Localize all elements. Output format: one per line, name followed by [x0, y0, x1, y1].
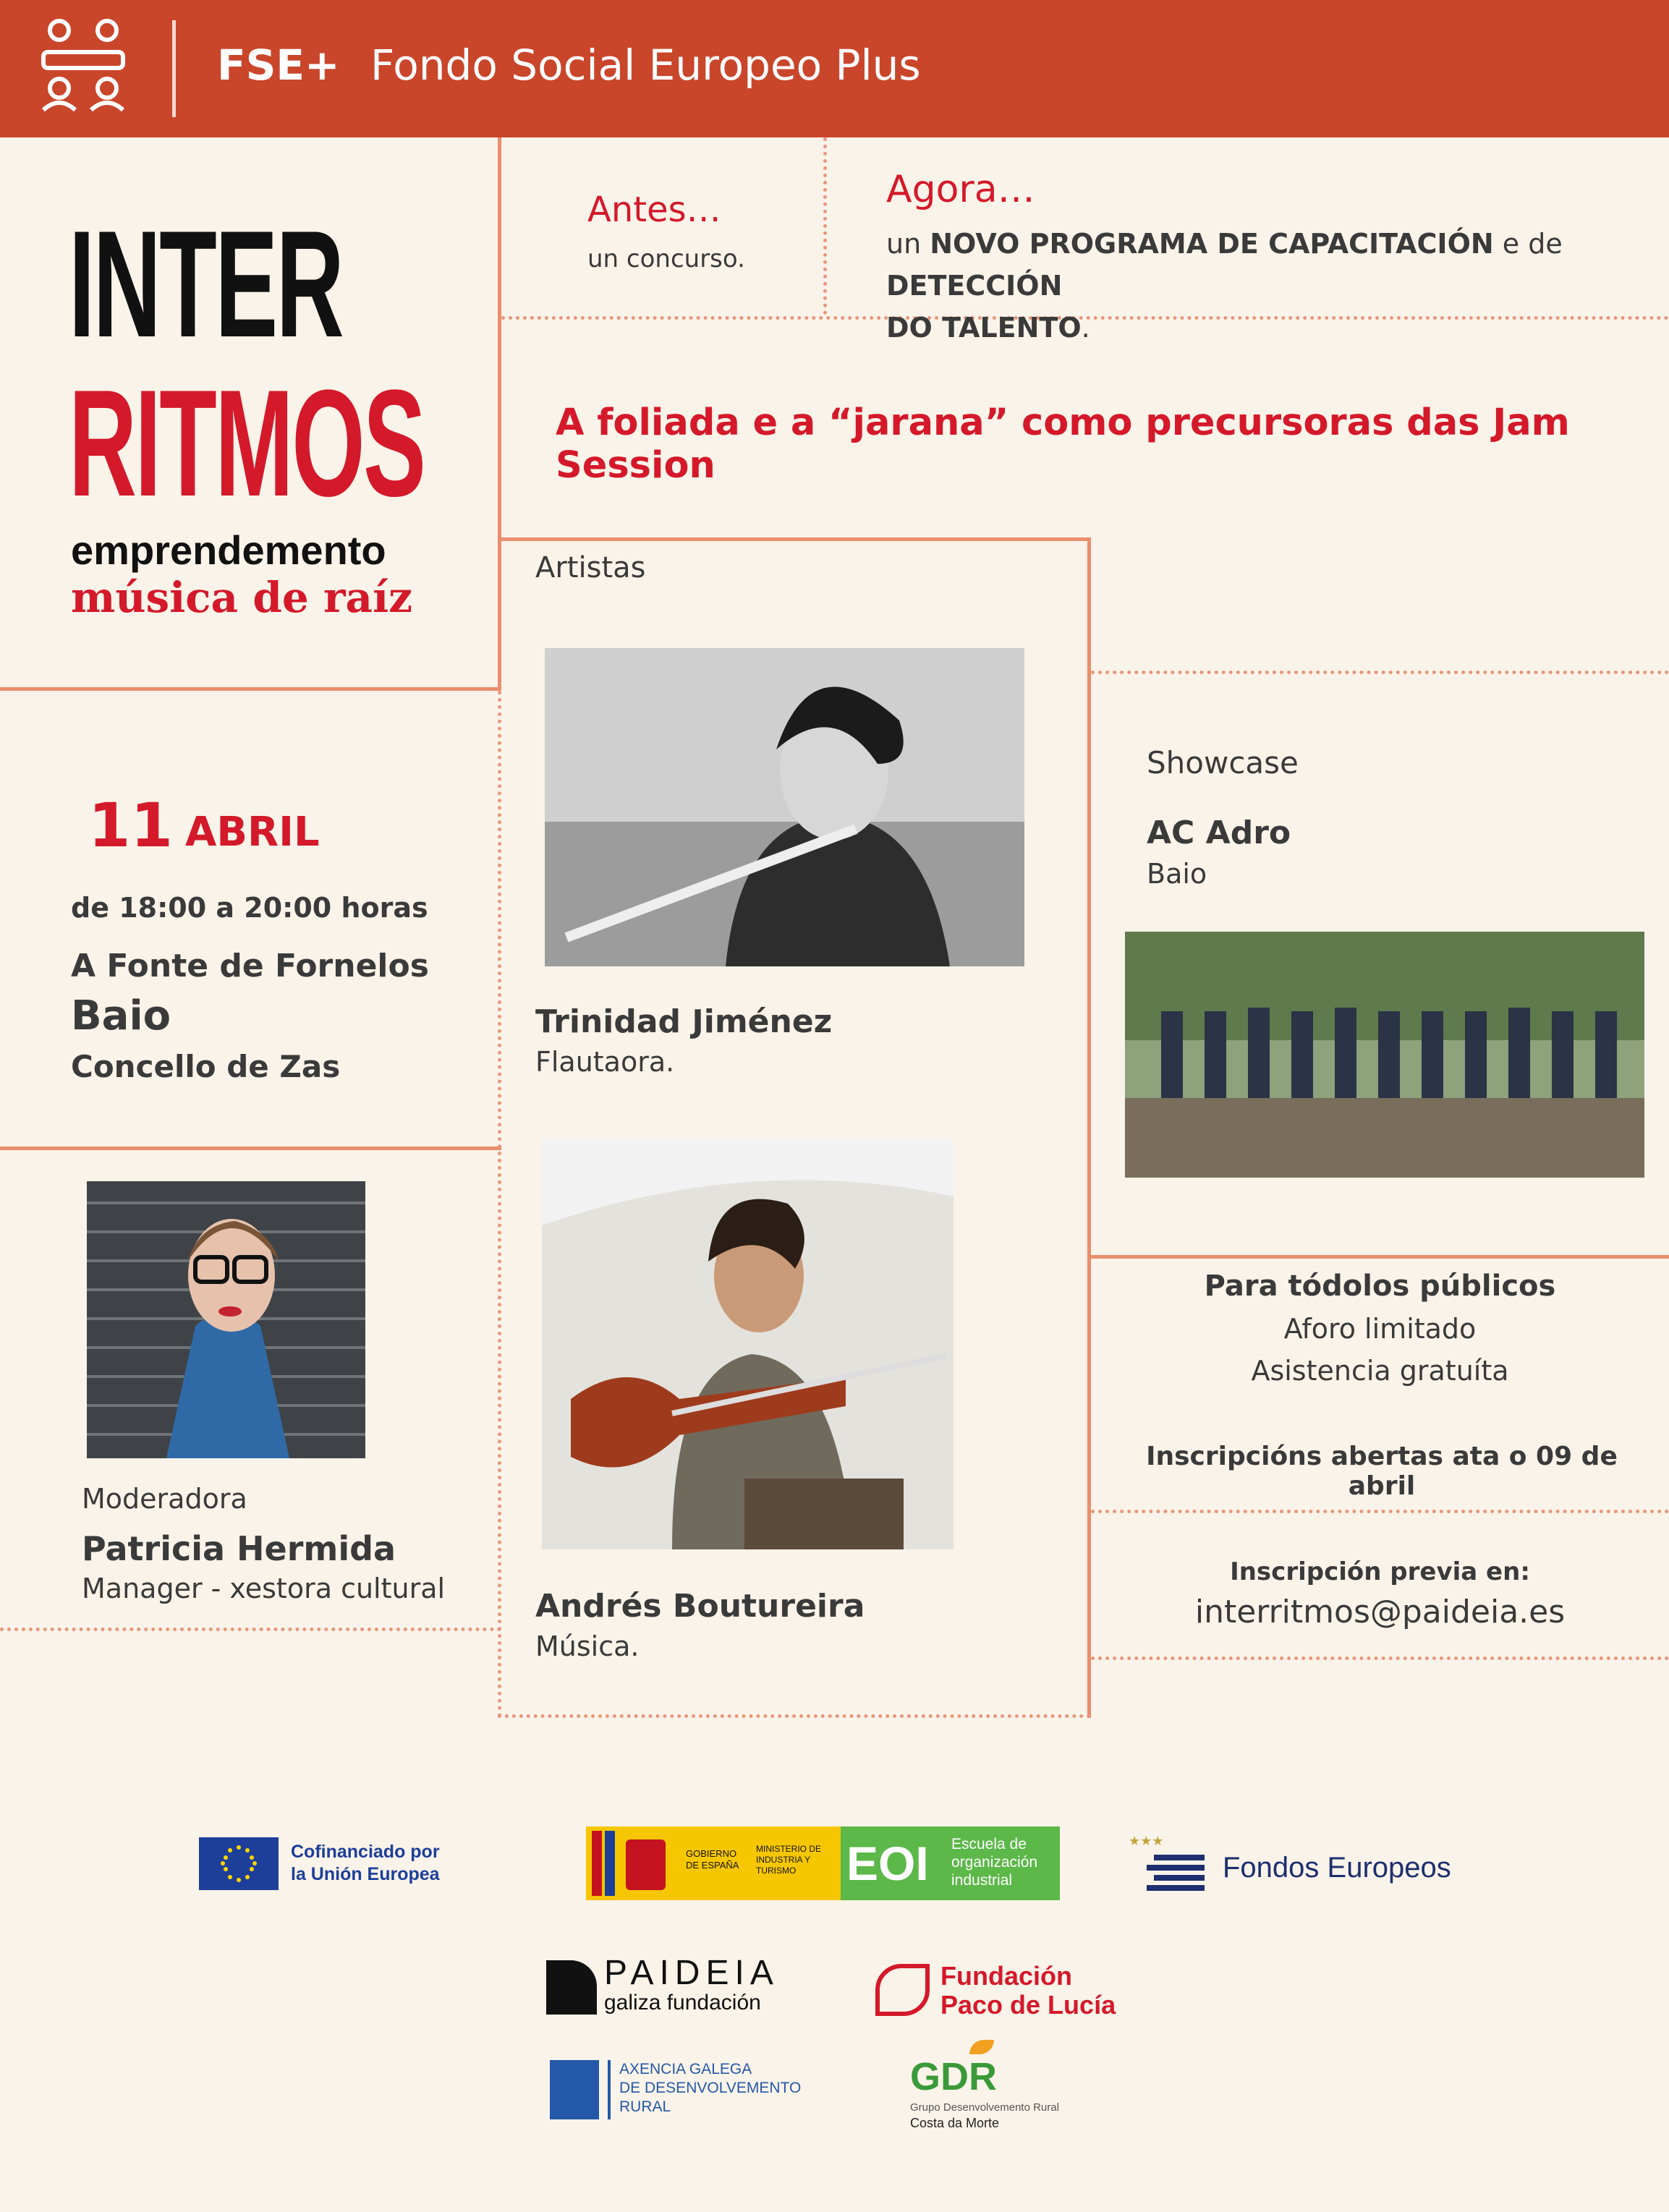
paco-text: Fundación Paco de Lucía [940, 1961, 1116, 2020]
showcase-label: Showcase [1147, 745, 1299, 780]
divider [1087, 537, 1091, 1718]
divider [498, 691, 501, 1718]
event-month: ABRIL [185, 809, 320, 856]
info-audience: Para tódolos públicos [1204, 1269, 1556, 1303]
divider [823, 137, 827, 315]
paco-icon [875, 1964, 930, 2016]
info-capacity: Aforo limitado [1283, 1313, 1477, 1345]
paideia-name: PAIDEIA [604, 1954, 779, 1992]
artist-role-2: Música. [535, 1630, 640, 1662]
divider [1091, 1510, 1669, 1513]
event-council: Concello de Zas [71, 1049, 341, 1084]
gobierno-logo: GOBIERNO DE ESPAÑA MINISTERIO DE INDUSTRIA Y TURISMO EOI Escuela de organización industrial [586, 1826, 1060, 1900]
moderator-role: Moderadora [82, 1483, 247, 1515]
event-venue: A Fonte de Fornelos [71, 948, 429, 984]
eu-text-logo: Cofinanciado por la Unión Europea [291, 1842, 440, 1884]
artist-name-2: Andrés Boutureira [535, 1588, 865, 1625]
artist-photo-andres [542, 1139, 954, 1549]
gdr-area: Costa da Morte [910, 2116, 1000, 2130]
now-title: Agora… [886, 168, 1035, 211]
event-time: de 18:00 a 20:00 horas [71, 892, 428, 924]
agader-divider [608, 2060, 611, 2119]
subtitle: A foliada e a “jarana” como precursoras das Jam Session [556, 401, 1570, 487]
header-separator [172, 20, 176, 117]
divider [1091, 1255, 1669, 1259]
brand-inter: INTER [69, 199, 343, 369]
moderator-photo [87, 1181, 365, 1458]
brand-musica: música de raíz [71, 573, 413, 622]
artists-label: Artistas [535, 551, 646, 584]
before-title: Antes… [587, 190, 721, 230]
artist-name-1: Trinidad Jiménez [535, 1003, 833, 1040]
info-prior: Inscripción previa en: [1230, 1557, 1530, 1586]
header-title: Fondo Social Europeo Plus [370, 41, 921, 90]
divider [0, 1147, 501, 1150]
paideia-sub: galiza fundación [604, 1991, 761, 2015]
brand-emprendemento: emprendemento [71, 527, 386, 573]
agader-text: AXENCIA GALEGA DE DESENVOLVEMENTO RURAL [619, 2061, 802, 2115]
event-day: 11 [88, 790, 173, 861]
divider [1091, 671, 1669, 674]
gdr-logo: GDR [910, 2055, 997, 2098]
paideia-icon [546, 1960, 597, 2015]
showcase-photo [1125, 932, 1644, 1178]
divider [498, 537, 1091, 541]
divider [498, 137, 501, 691]
divider [1091, 1656, 1669, 1660]
artist-role-1: Flautaora. [535, 1046, 675, 1078]
moderator-desc: Manager - xestora cultural [82, 1573, 446, 1604]
brand-ritmos: RITMOS [69, 358, 425, 528]
fondos-text: Fondos Europeos [1223, 1852, 1451, 1884]
artist-photo-trinidad [545, 648, 1024, 966]
moderator-name: Patricia Hermida [82, 1529, 396, 1568]
gdr-sub: Grupo Desenvolvemento Rural [910, 2101, 1059, 2114]
showcase-name: AC Adro [1147, 814, 1291, 851]
divider [0, 1628, 501, 1631]
showcase-place: Baio [1147, 858, 1207, 890]
divider [498, 1714, 1091, 1718]
now-text: un NOVO PROGRAMA DE CAPACITACIÓN e de DETECCIÓN DO TALENTO. [886, 228, 1563, 344]
people-group-icon [29, 16, 137, 121]
xunta-icon [550, 2060, 599, 2119]
eu-flag-logo [199, 1837, 279, 1890]
info-entry: Asistencia gratuíta [1251, 1355, 1509, 1387]
header-program: FSE+ [217, 41, 340, 90]
before-text: un concurso. [587, 244, 745, 273]
fondos-europeos-logo [1147, 1849, 1212, 1892]
event-place: Baio [71, 992, 171, 1039]
divider [0, 687, 501, 691]
info-email[interactable]: interritmos@paideia.es [1194, 1594, 1566, 1630]
info-registration: Inscripcións abertas ata o 09 de abril [1146, 1442, 1618, 1501]
gdr-leaf-icon [969, 2040, 994, 2054]
fondos-stars: ★★★ [1129, 1834, 1164, 1849]
